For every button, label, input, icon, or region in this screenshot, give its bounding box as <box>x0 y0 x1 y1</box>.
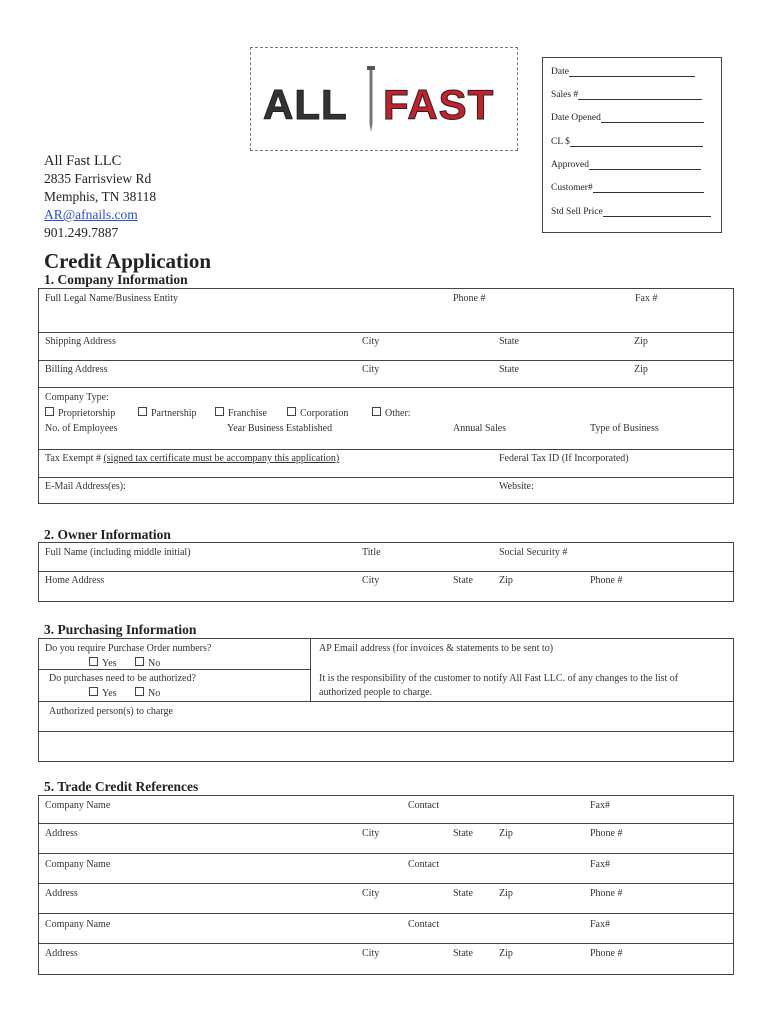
office-std-sell-price-field[interactable]: Std Sell Price <box>551 207 711 217</box>
po-no-checkbox[interactable]: No <box>135 657 160 669</box>
website-field[interactable]: Website: <box>499 481 534 492</box>
page-title: Credit Application <box>44 249 212 273</box>
authorized-persons-field[interactable]: Authorized person(s) to charge <box>49 706 173 717</box>
billing-city-field[interactable]: City <box>362 364 380 375</box>
checkbox-icon <box>135 657 144 666</box>
logo-text-all: ALL <box>263 81 348 128</box>
section-2-heading: 2. Owner Information <box>44 527 171 542</box>
reference-3-phone-field[interactable]: Phone # <box>590 948 623 959</box>
type-of-business-field[interactable]: Type of Business <box>590 423 659 434</box>
reference-3-address-field[interactable]: Address <box>45 948 78 959</box>
owner-state-field[interactable]: State <box>453 575 473 586</box>
reference-3-zip-field[interactable]: Zip <box>499 948 513 959</box>
checkbox-icon <box>287 407 296 416</box>
ap-email-field[interactable]: AP Email address (for invoices & statements to be sent to) <box>319 643 554 654</box>
billing-zip-field[interactable]: Zip <box>634 364 648 375</box>
corporation-checkbox[interactable]: Corporation <box>287 407 348 419</box>
email-addresses-field[interactable]: E-Mail Address(es): <box>45 481 126 492</box>
shipping-zip-field[interactable]: Zip <box>634 336 648 347</box>
owner-home-address-field[interactable]: Home Address <box>45 575 105 586</box>
shipping-city-field[interactable]: City <box>362 336 380 347</box>
tax-exempt-field[interactable]: Tax Exempt # (signed tax certificate must be accompany this application) <box>45 453 340 464</box>
reference-2-fax-field[interactable]: Fax# <box>590 859 610 870</box>
company-name: All Fast LLC <box>44 153 122 169</box>
shipping-address-field[interactable]: Shipping Address <box>45 336 116 347</box>
trade-references-table <box>38 795 734 975</box>
purchasing-information-table <box>38 638 734 762</box>
year-established-field[interactable]: Year Business Established <box>227 423 333 434</box>
section-3-heading: 3. Purchasing Information <box>44 622 197 637</box>
owner-ssn-field[interactable]: Social Security # <box>499 547 568 558</box>
logo-text-fast: FAST <box>383 81 495 128</box>
owner-full-name-field[interactable]: Full Name (including middle initial) <box>45 547 191 558</box>
employees-field[interactable]: No. of Employees <box>45 423 118 434</box>
checkbox-icon <box>89 657 98 666</box>
reference-1-company-field[interactable]: Company Name <box>45 800 111 811</box>
billing-state-field[interactable]: State <box>499 364 519 375</box>
authorization-question: Do purchases need to be authorized? <box>49 673 196 684</box>
reference-3-state-field[interactable]: State <box>453 948 473 959</box>
reference-1-phone-field[interactable]: Phone # <box>590 828 623 839</box>
po-yes-checkbox[interactable]: Yes <box>89 657 117 669</box>
auth-no-checkbox[interactable]: No <box>135 687 160 699</box>
po-question: Do you require Purchase Order numbers? <box>45 643 212 654</box>
annual-sales-field[interactable]: Annual Sales <box>453 423 507 434</box>
reference-2-company-field[interactable]: Company Name <box>45 859 111 870</box>
fax-field[interactable]: Fax # <box>635 293 658 304</box>
owner-phone-field[interactable]: Phone # <box>590 575 623 586</box>
company-information-table <box>38 288 734 504</box>
office-sales-field[interactable]: Sales # <box>551 90 702 100</box>
reference-2-zip-field[interactable]: Zip <box>499 888 513 899</box>
checkbox-icon <box>138 407 147 416</box>
reference-3-fax-field[interactable]: Fax# <box>590 919 610 930</box>
company-address-block <box>44 152 156 242</box>
partnership-checkbox[interactable]: Partnership <box>138 407 197 419</box>
reference-3-city-field[interactable]: City <box>362 948 380 959</box>
reference-1-fax-field[interactable]: Fax# <box>590 800 610 811</box>
checkbox-icon <box>372 407 381 416</box>
section-5-heading: 5. Trade Credit References <box>44 779 199 794</box>
reference-2-contact-field[interactable]: Contact <box>408 859 440 870</box>
office-date-opened-field[interactable]: Date Opened <box>551 113 704 123</box>
responsibility-note: It is the responsibility of the customer to notify All Fast LLC. of any changes to the list of <box>319 673 679 684</box>
reference-1-contact-field[interactable]: Contact <box>408 800 440 811</box>
reference-1-address-field[interactable]: Address <box>45 828 78 839</box>
reference-1-city-field[interactable]: City <box>362 828 380 839</box>
reference-2-address-field[interactable]: Address <box>45 888 78 899</box>
tax-exempt-note: (signed tax certificate must be accompany this application) <box>103 453 340 464</box>
billing-address-field[interactable]: Billing Address <box>45 364 108 375</box>
all-fast-logo <box>263 62 507 138</box>
owner-information-table <box>38 542 734 602</box>
federal-tax-id-field[interactable]: Federal Tax ID (If Incorporated) <box>499 453 629 464</box>
reference-1-state-field[interactable]: State <box>453 828 473 839</box>
auth-yes-checkbox[interactable]: Yes <box>89 687 117 699</box>
reference-3-contact-field[interactable]: Contact <box>408 919 440 930</box>
other-checkbox[interactable]: Other: <box>372 407 411 419</box>
checkbox-icon <box>215 407 224 416</box>
office-approved-field[interactable]: Approved <box>551 160 701 170</box>
nail-icon <box>367 66 375 132</box>
checkbox-icon <box>89 687 98 696</box>
logo-frame <box>250 47 518 151</box>
shipping-state-field[interactable]: State <box>499 336 519 347</box>
owner-city-field[interactable]: City <box>362 575 380 586</box>
section-1-heading: 1. Company Information <box>44 272 188 287</box>
owner-title-field[interactable]: Title <box>362 547 381 558</box>
checkbox-icon <box>135 687 144 696</box>
reference-3-company-field[interactable]: Company Name <box>45 919 111 930</box>
reference-2-state-field[interactable]: State <box>453 888 473 899</box>
office-date-field[interactable]: Date <box>551 67 695 77</box>
office-cl-field[interactable]: CL $ <box>551 137 703 147</box>
phone-field[interactable]: Phone # <box>453 293 486 304</box>
reference-2-phone-field[interactable]: Phone # <box>590 888 623 899</box>
company-phone: 901.249.7887 <box>44 225 119 240</box>
owner-zip-field[interactable]: Zip <box>499 575 513 586</box>
checkbox-icon <box>45 407 54 416</box>
office-use-box <box>542 57 722 233</box>
legal-name-field[interactable]: Full Legal Name/Business Entity <box>45 293 179 304</box>
responsibility-note-line2: authorized people to charge. <box>319 687 433 698</box>
company-city: Memphis, TN 38118 <box>44 189 157 204</box>
reference-1-zip-field[interactable]: Zip <box>499 828 513 839</box>
company-type-label: Company Type: <box>45 392 109 403</box>
proprietorship-checkbox[interactable]: Proprietorship <box>45 407 115 419</box>
company-email-link[interactable]: AR@afnails.com <box>44 207 138 222</box>
office-customer-field[interactable]: Customer# <box>551 183 704 193</box>
company-street: 2835 Farrisview Rd <box>44 171 152 186</box>
reference-2-city-field[interactable]: City <box>362 888 380 899</box>
franchise-checkbox[interactable]: Franchise <box>215 407 267 419</box>
